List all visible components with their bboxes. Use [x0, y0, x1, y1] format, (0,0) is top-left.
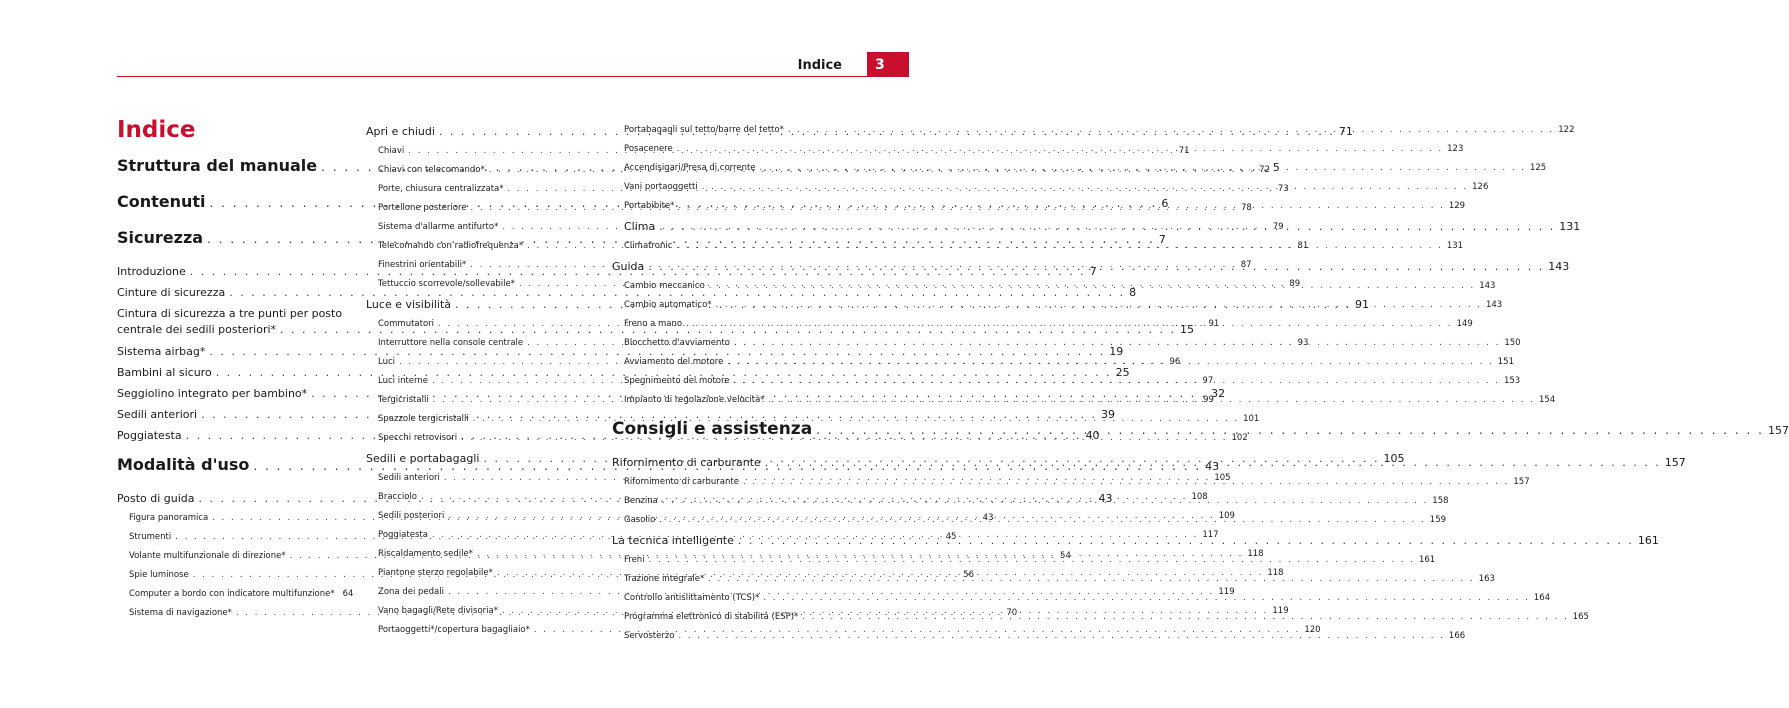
toc-entry-title: Sedili anteriori [117, 408, 198, 421]
toc-entry-page: 126 [1472, 182, 1489, 192]
toc-entry-page: 91 [1208, 319, 1220, 329]
toc-entry-title: Struttura del manuale [117, 156, 318, 175]
toc-entry-page: 7 [1158, 233, 1166, 246]
toc-entry-title: Piantone sterzo regolabile* [378, 568, 493, 578]
leader-dots [734, 372, 1500, 391]
leader-dots [709, 277, 1475, 296]
toc-entry-title: Portaoggetti*/copertura bagagliaio* [378, 625, 530, 635]
toc-entry-page: 118 [1267, 568, 1284, 578]
toc-entry-title: Impianto di regolazione velocità* [624, 395, 765, 405]
toc-entry-title: Posacenere [624, 144, 673, 154]
toc-entry-page: 143 [1485, 300, 1503, 310]
toc-entry-page: 99 [1203, 395, 1214, 405]
leader-dots [679, 627, 1445, 646]
toc-entry-page: 101 [1243, 414, 1260, 424]
toc-entry-page: 39 [1101, 408, 1116, 421]
leader-dots [686, 315, 1452, 334]
toc-entry-title: Chiavi con telecomando* [378, 165, 485, 175]
leader-dots [659, 511, 1425, 530]
toc-entry-page: 154 [1538, 395, 1556, 405]
toc-entry-title: Tettuccio scorrevole/sollevabile* [378, 279, 515, 289]
toc-entry-page: 131 [1559, 220, 1581, 233]
running-header-title: Indice [797, 58, 842, 73]
leader-dots [788, 121, 1554, 140]
toc-entry-page: 19 [1109, 345, 1124, 358]
toc-entry-title: Finestrini orientabili* [378, 260, 467, 270]
leader-dots [677, 140, 1443, 159]
toc-entry-title: Specchi retrovisori [378, 433, 458, 443]
toc-entry-page: 109 [1218, 511, 1235, 521]
leader-dots [662, 492, 1428, 511]
toc-entry-title: Sistema di navigazione* [129, 608, 232, 618]
leader-dots [738, 530, 1634, 551]
toc-entry-page: 105 [1214, 473, 1231, 483]
toc-entry-title: Accendisigari/Presa di corrente [624, 163, 756, 173]
toc-entry-page: 73 [1277, 184, 1289, 194]
page-number-tab: 3 [867, 52, 909, 77]
toc-entry-page: 78 [1240, 203, 1252, 213]
toc-entry-title: Poggiatesta [117, 429, 182, 442]
toc-entry-title: Freno a mano [624, 319, 683, 329]
toc-entry-page: 43 [1205, 460, 1220, 473]
toc-entry-page: 165 [1572, 612, 1589, 622]
toc-entry-page: 164 [1533, 593, 1551, 603]
toc-entry-title: Cinture di sicurezza [117, 286, 226, 299]
toc-entry-title: Posto di guida [117, 492, 195, 505]
toc-entry-title: Avviamento del motore [624, 357, 724, 367]
toc-entry-page: 159 [1429, 515, 1447, 525]
toc-entry-page: 157 [1767, 424, 1789, 437]
toc-entry-title: Spegnimento del motore [624, 376, 730, 386]
toc-entry-title: Clima [624, 220, 656, 233]
toc-entry-title: La tecnica intelligente [612, 534, 734, 547]
leader-dots [765, 452, 1661, 473]
toc-entry-page: 117 [1202, 530, 1219, 540]
toc-entry-title: Cintura di sicurezza a tre punti per posto [117, 307, 343, 320]
toc-entry-page: 93 [1297, 338, 1309, 348]
toc-entry-title: Commutatori [378, 319, 435, 329]
toc-entry-title: Programma elettronico di stabilità (ESP)* [624, 612, 799, 622]
toc-entry-page: 6 [1161, 197, 1169, 210]
toc-entry-page: 91 [1355, 298, 1369, 311]
toc-entry-title: Servosterzo [624, 631, 675, 641]
toc-entry-title: Guida [612, 260, 645, 273]
toc-entry-page: 89 [1289, 279, 1301, 289]
toc-entry-title: Apri e chiudi [366, 125, 435, 138]
toc-entry-title: Portabibite* [624, 201, 675, 211]
leader-dots [743, 473, 1509, 492]
toc-entry-title: Interruttore nella console centrale [378, 338, 524, 348]
toc-entry-title: Sedili e portabagagli [366, 452, 480, 465]
toc-entry-page: 157 [1664, 456, 1686, 469]
leader-dots [676, 237, 1442, 256]
toc-entry-page: 158 [1432, 496, 1449, 506]
leader-dots [769, 391, 1535, 410]
page-title: Indice [117, 117, 196, 143]
toc-entry-page: 43 [982, 513, 994, 523]
toc-entry-page: 123 [1447, 144, 1464, 154]
toc-entry-title: Riscaldamento sedile* [378, 549, 473, 559]
toc-entry-title: Sistema airbag* [117, 345, 206, 358]
toc-entry-title: Cambio meccanico [624, 281, 705, 291]
toc-entry-page: 79 [1272, 222, 1284, 232]
toc-entry-title: Tergicristalli [378, 395, 429, 405]
toc-entry-page: 56 [963, 570, 974, 580]
toc-entry-title: Modalità d'uso [117, 455, 250, 474]
toc-entry-title: Trazione integrale* [624, 574, 705, 584]
leader-dots [816, 417, 1764, 443]
toc-entry-title: Introduzione [117, 265, 186, 278]
toc-entry-page: 143 [1548, 260, 1570, 273]
toc-entry-title: Strumenti [129, 532, 172, 542]
leader-dots [763, 589, 1529, 608]
toc-entry-page: 45 [945, 532, 957, 542]
toc-entry-title: Blocchetto d'avviamento [624, 338, 730, 348]
toc-entry-title: Climatronic [624, 241, 673, 251]
leader-dots [802, 608, 1568, 627]
toc-entry-page: 161 [1418, 555, 1436, 565]
toc-entry-page: 15 [1180, 323, 1194, 336]
toc-entry-page: 102 [1231, 433, 1248, 443]
toc-entry-page: 64 [342, 589, 354, 599]
toc-entry[interactable] [117, 585, 354, 604]
toc-entry-title: Freni [624, 555, 645, 565]
toc-entry-title: Sedili posteriori [378, 511, 445, 521]
toc-entry-title: Sedili anteriori [378, 473, 440, 483]
leader-dots [659, 216, 1555, 237]
toc-entry-title: Gasolio [624, 515, 656, 525]
toc-entry-title: Sistema d'allarme antifurto* [378, 222, 499, 232]
toc-entry-page: 150 [1504, 338, 1521, 348]
toc-entry-page: 32 [1211, 387, 1226, 400]
toc-entry-page: 151 [1497, 357, 1514, 367]
toc-entry-title: Porte, chiusura centralizzata* [378, 184, 504, 194]
toc-entry-page: 143 [1479, 281, 1496, 291]
toc-entry-title: Contenuti [117, 192, 206, 211]
toc-entry-title: Spie luminose [129, 570, 189, 580]
toc-entry-page: 70 [1006, 608, 1018, 618]
toc-entry-page: 96 [1169, 357, 1181, 367]
header-rule [117, 76, 908, 77]
toc-entry-title: Seggiolino integrato per bambino* [117, 387, 308, 400]
toc-entry-title: Luce e visibilità [366, 298, 452, 311]
toc-entry-title: Poggiatesta [378, 530, 428, 540]
leader-dots [708, 570, 1474, 589]
toc-entry-page: 153 [1503, 376, 1521, 386]
toc-entry-title: Bracciolo [378, 492, 418, 502]
leader-dots [678, 197, 1444, 216]
toc-entry-title: Luci [378, 357, 396, 367]
toc-entry-page: 161 [1637, 534, 1659, 547]
toc-entry-title: Volante multifunzionale di direzione* [129, 551, 286, 561]
toc-entry-title: Consigli e assistenza [612, 419, 813, 439]
leader-dots [727, 353, 1493, 372]
toc-entry-page: 43 [1098, 492, 1113, 505]
leader-dots [649, 551, 1415, 570]
toc-entry-title: Telecomando con radiofrequenza* [378, 241, 524, 251]
toc-entry-page: 149 [1456, 319, 1473, 329]
toc-entry-title-cont: centrale dei sedili posteriori* [117, 323, 277, 336]
leader-dots [734, 334, 1500, 353]
toc-entry-title: Luci interne [378, 376, 428, 386]
toc-entry-page: 72 [1259, 165, 1270, 175]
toc-entry-page: 7 [1089, 265, 1097, 278]
toc-entry-title: Chiavi [378, 146, 405, 156]
toc-entry-title: Rifornimento di carburante [612, 456, 761, 469]
toc-entry-page: 105 [1383, 452, 1405, 465]
toc-entry-page: 119 [1218, 587, 1235, 597]
toc-entry-page: 108 [1191, 492, 1208, 502]
leader-dots [702, 178, 1468, 197]
toc-entry-title: Zona dei pedali [378, 587, 444, 597]
toc-entry-page: 125 [1529, 163, 1547, 173]
leader-dots [648, 256, 1544, 277]
toc-entry-page: 163 [1478, 574, 1495, 584]
toc-entry-page: 157 [1513, 477, 1530, 487]
toc-entry-page: 71 [1338, 125, 1353, 138]
toc-entry-page: 5 [1272, 161, 1280, 174]
toc-entry-page: 119 [1272, 606, 1289, 616]
toc-entry-title: Computer a bordo con indicatore multifunzione* [129, 589, 335, 599]
toc-entry-page: 8 [1129, 286, 1137, 299]
toc-entry-page: 25 [1115, 366, 1130, 379]
toc-entry-title: Bambini al sicuro [117, 366, 212, 379]
toc-entry-title: Portabagagli sul tetto/barre del tetto* [624, 125, 784, 135]
toc-entry-page: 131 [1446, 241, 1464, 251]
toc-entry-title: Sicurezza [117, 228, 204, 247]
leader-dots [760, 159, 1526, 178]
toc-entry-page: 71 [1178, 146, 1190, 156]
toc-entry-page: 81 [1297, 241, 1309, 251]
toc-entry-page: 166 [1448, 631, 1466, 641]
toc-entry-title: Controllo antislittamento (TCS)* [624, 593, 760, 603]
toc-entry-page: 122 [1558, 125, 1575, 135]
toc-entry-title: Rifornimento di carburante [624, 477, 739, 487]
toc-entry-page: 118 [1247, 549, 1264, 559]
toc-entry-page: 129 [1448, 201, 1466, 211]
toc-entry-page: 97 [1202, 376, 1214, 386]
toc-entry-page: 54 [1060, 551, 1071, 561]
toc-entry-page: 40 [1085, 429, 1100, 442]
toc-entry-title: Vano bagagli/Rete divisoria* [378, 606, 498, 616]
toc-entry-title: Spazzole tergicristalli [378, 414, 469, 424]
toc-entry-page: 87 [1240, 260, 1252, 270]
toc-entry-title: Benzina [624, 496, 658, 506]
toc-entry-page: 120 [1304, 625, 1321, 635]
toc-entry-title: Portellone posteriore [378, 203, 467, 213]
toc-entry-title: Figura panoramica [129, 513, 209, 523]
toc-entry-title: Vani portaoggetti [624, 182, 698, 192]
toc-entry-title: Cambio automatico* [624, 300, 712, 310]
leader-dots [716, 296, 1482, 315]
